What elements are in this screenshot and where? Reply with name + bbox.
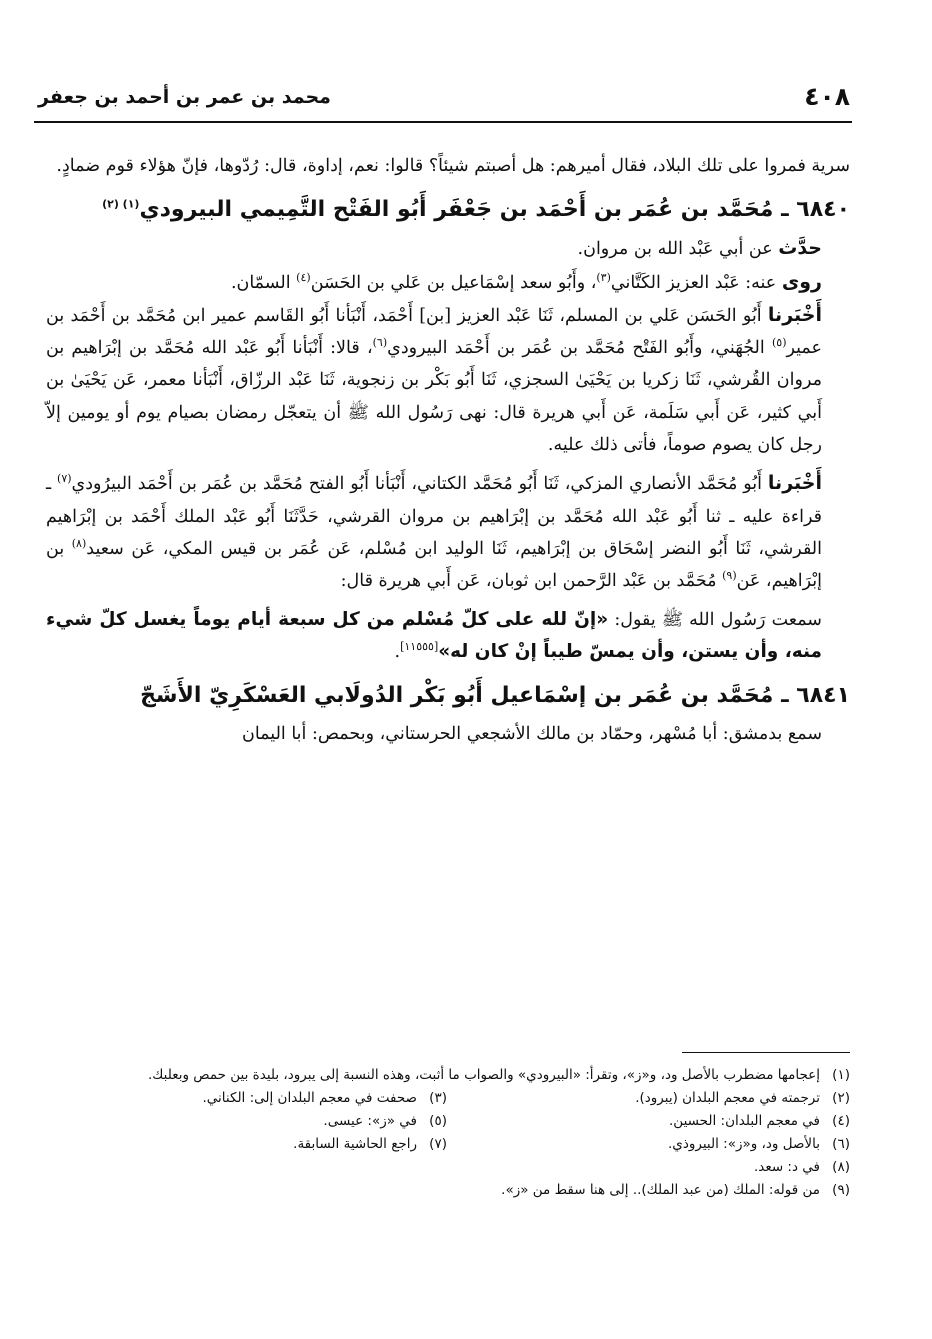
- rawa-text: عنه: عَبْد العزيز الكَتَّاني: [610, 272, 777, 293]
- haddath-keyword: حدَّث: [778, 237, 822, 260]
- footnote-ref-5[interactable]: (٥): [771, 336, 787, 350]
- footnote-number: (٣): [429, 1090, 447, 1106]
- isnad-text: الجُهَني، وأَبُو الفَتْح مُحَمَّد بن عُمَر بن أَحْمَد البيرودي: [387, 338, 772, 359]
- footnote-5: [44, 1110, 447, 1133]
- rawa-text: السمّان.: [230, 272, 297, 293]
- haddath-paragraph: [46, 232, 850, 265]
- footnote-ref-9[interactable]: (٩): [722, 569, 737, 583]
- footnote-number: (٦): [832, 1136, 850, 1152]
- entry-number: ٦٨٤٠: [796, 197, 850, 223]
- isnad-text: ، قالا: أَنْبَأنا أَبُو عَبْد الله مُحَمَّد بن إبْرَاهيم بن مروان القُرشي، ثَنَا زكريا بن يَحْيَىٰ السجزي، ثَنَا أَبُو بَكْر بن زنجوية، ثَنَا عَبْد الرزّاق، أَنْبَأنا معمر، عَن يَحْيَىٰ بن أَبي كثير، عَن أَبي سَلَمة، عَن أَبي هريرة قال: نهى رَسُول الله ﷺ أن يتعجّل رمضان بصيام يوم أو يومين إلاّ رجل كان يصوم صوماً، فأتى ذلك عليه.: [46, 338, 822, 456]
- isnad-text: أَبُو مُحَمَّد الأنصاري المزكي، ثَنَا أَبُو مُحَمَّد الكتاني، أَنْبَأنا أَبُو الفتح مُحَمَّد بن عُمَر بن أَحْمَد البيرُودي: [71, 474, 763, 495]
- footnote-ref-6[interactable]: (٦): [372, 336, 388, 350]
- footnote-8: [44, 1156, 850, 1179]
- footnote-ref-4[interactable]: (٤): [296, 270, 311, 284]
- footnote-text: في معجم البلدان: الحسين.: [669, 1113, 820, 1129]
- footnote-9: [44, 1179, 850, 1202]
- isnad-text: مُحَمَّد بن عَبْد الرَّحمن ابن ثوبان، عَن أَبي هريرة قال:: [340, 571, 723, 592]
- footnote-number: (٤): [832, 1113, 850, 1129]
- isnad-text: أَبُو الحَسَن عَلي بن المسلم، ثَنَا عَبْد العزيز [بن] أَحْمَد، أَنْبَأنا أَبُو القَاسم عمير ابن مُحَمَّد بن أَحْمَد بن عمير: [46, 305, 822, 359]
- footnote-number: (١): [832, 1067, 850, 1083]
- footnote-number: (٧): [429, 1136, 447, 1152]
- main-text: [46, 150, 850, 750]
- footnote-text: بالأصل ود، و«ز»: البيروذي.: [668, 1136, 820, 1152]
- hadith-end: .: [394, 641, 401, 662]
- footnote-number: (٩): [832, 1182, 850, 1198]
- isnad-paragraph-2: [46, 467, 850, 597]
- page-header: [38, 80, 850, 118]
- footnotes: [44, 1064, 850, 1202]
- hadith-text: «إنّ لله على كلّ مُسْلم من كل سبعة أيام يوماً يغسل كلّ شيء منه، وأن يستن، وأن يمسّ طيباً إنْ كان له»: [46, 608, 822, 662]
- footnote-text: إعجامها مضطرب بالأصل ود، و«ز»، وتقرأ: «البيرودي» والصواب ما أثبت، وهذه النسبة إلى يبرود، بليدة بين حمص وبعلبك.: [147, 1067, 820, 1083]
- sami-text: سمع بدمشق: أبا مُسْهر، وحمّاد بن مالك الأشجعي الحرستاني، وبحمص: أبا اليمان: [242, 724, 822, 745]
- footnote-number: (٨): [832, 1159, 850, 1175]
- footnote-number: (٢): [832, 1090, 850, 1106]
- footnote-text: في د: سعد.: [753, 1159, 820, 1175]
- entry-6841-heading: [46, 674, 850, 718]
- akhbarana-keyword: أَخْبَرنا: [767, 472, 822, 495]
- isnad-text: بن إبْرَاهيم، عَن: [46, 538, 822, 592]
- intro-text: سرية فمروا على تلك البلاد، فقال أميرهم: هل أصبتم شيئاً؟ قالوا: نعم، إداوة، قال: رُدّوها، فإنّ هؤلاء قوم ضمادٍ.: [56, 156, 850, 176]
- footnote-ref-8[interactable]: (٨): [71, 537, 87, 551]
- hadith-paragraph: [46, 604, 850, 669]
- footnote-number: (٥): [429, 1113, 447, 1129]
- rawa-text: ، وأَبُو سعد إسْمَاعيل بن عَلي بن الحَسَن: [310, 272, 597, 293]
- haddath-text: عن أبي عَبْد الله بن مروان.: [577, 239, 773, 260]
- footnote-6: [447, 1133, 850, 1156]
- entry-6840-heading: [46, 188, 850, 232]
- footnote-text: راجع الحاشية السابقة.: [293, 1136, 417, 1152]
- footnote-text: ترجمته في معجم البلدان (يبرود).: [635, 1090, 820, 1106]
- hadith-reference-number: [١١٥٥٥]: [400, 640, 439, 654]
- footnote-3: [44, 1087, 447, 1110]
- footnote-7: [44, 1133, 447, 1156]
- footnote-2: [447, 1087, 850, 1110]
- footnote-text: من قوله: الملك (من عبد الملك).. إلى هنا سقط من «ز».: [501, 1182, 820, 1198]
- sami-paragraph: [46, 718, 850, 750]
- rawa-paragraph: [46, 266, 850, 299]
- rawa-keyword: روى: [781, 270, 822, 293]
- intro-paragraph: [46, 150, 850, 182]
- footnote-text: صحفت في معجم البلدان إلى: الكناني.: [202, 1090, 417, 1106]
- footnote-ref-7[interactable]: (٧): [57, 472, 72, 486]
- entry-number: ٦٨٤١: [796, 683, 850, 709]
- running-title: محمد بن عمر بن أحمد بن جعفر: [38, 86, 331, 108]
- footnote-text: في «ز»: عيسى.: [323, 1113, 417, 1129]
- entry-name: ـ مُحَمَّد بن عُمَر بن إسْمَاعيل أَبُو بَكْر الدُولَابي العَسْكَرِيّ الأَشَجّ: [140, 683, 789, 709]
- footnote-1: [44, 1064, 850, 1087]
- footnote-4: [447, 1110, 850, 1133]
- akhbarana-keyword: أَخْبَرنا: [767, 303, 822, 326]
- hadith-intro: سمعت رَسُول الله ﷺ يقول:: [614, 609, 822, 630]
- page-number: ٤٠٨: [804, 82, 850, 111]
- header-rule: [34, 121, 852, 123]
- isnad-paragraph-1: [46, 299, 850, 461]
- footnote-ref-3[interactable]: (٣): [596, 270, 611, 284]
- entry-name: ـ مُحَمَّد بن عُمَر بن أَحْمَد بن جَعْفَر أَبُو الفَتْح التَّمِيمي البيرودي: [139, 197, 789, 223]
- entry-footnote-marks: (١) (٢): [102, 197, 140, 211]
- footnote-rule: [682, 1052, 850, 1053]
- isnad-text: ـ قراءة عليه ـ ثنا أَبُو عَبْد الله مُحَمَّد بن إبْرَاهيم بن مروان القرشي، حَدَّثَنَا أَبُو عَبْد الملك أَحْمَد بن إبْرَاهيم القرشي، ثَنَا أَبُو النضر إسْحَاق بن إبْرَاهيم، ثَنَا الوليد ابن مُسْلم، عَن عُمَر بن قيس المكي، عَن سعيد: [46, 474, 822, 559]
